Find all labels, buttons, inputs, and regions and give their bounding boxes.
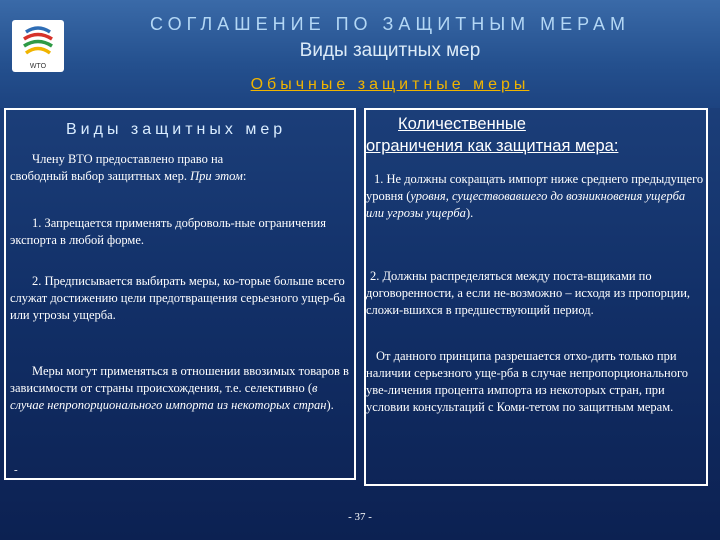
- right-paragraph-2: [366, 268, 706, 319]
- stray-mark: -: [14, 464, 18, 476]
- left-p1-italic: При этом: [190, 169, 243, 183]
- left-p1-line-2: свободный выбор защитных мер.: [10, 169, 191, 183]
- left-p4-text: Меры могут применяться в отношении ввозимых товаров в зависимости от страны происхождения, т.е. селективно (: [10, 364, 349, 395]
- wto-logo: [12, 20, 64, 72]
- left-p1-end: :: [242, 169, 247, 183]
- right-p1-text: 1. Не должны сокращать импорт ниже среднего предыдущего уровня (: [366, 172, 704, 203]
- right-p1-italic: уровня, существовавшего до возникновения ущерба или угрозы ущерба: [366, 189, 686, 220]
- left-paragraph-2: [10, 215, 354, 249]
- right-paragraph-1: [366, 171, 706, 222]
- right-p3-text: От данного принципа разрешается отхо-дить только при наличии серьезного уще-рба в случае непропорционального уве-личения процента импорта из некоторых стран, при условии консультаций с Коми-тетом по защитным мерам.: [366, 349, 689, 414]
- section-heading: Обычные защитные меры: [250, 76, 530, 93]
- left-paragraph-4: [10, 363, 352, 414]
- right-p1-end: ).: [465, 206, 474, 220]
- right-p2-text: 2. Должны распределяться между поста-вщиками по договоренности, а если не-возможно – исходя из пропорции, сложи-вшихся в предшествующий период.: [366, 269, 691, 317]
- left-p4-italic: в случае непропорционального импорта из некоторых стран: [10, 381, 327, 412]
- left-p3-text: 2. Предписывается выбирать меры, ко-торые больше всего служат достижению цели предотвращения серьезного ущер-ба или угрозы ущерба.: [10, 274, 346, 322]
- slide-title: СОГЛАШЕНИЕ ПО ЗАЩИТНЫМ МЕРАМ: [150, 14, 630, 34]
- page-number: - 37 -: [348, 511, 372, 523]
- left-panel-heading: Виды защитных мер: [66, 121, 287, 138]
- left-p2-text: 1. Запрещается применять доброволь-ные ограничения экспорта в любой форме.: [10, 216, 326, 247]
- left-paragraph-1: [10, 151, 354, 185]
- right-paragraph-3: [366, 348, 706, 416]
- left-p4-end: ).: [326, 398, 334, 412]
- slide-subtitle: Виды защитных мер: [299, 40, 481, 61]
- right-heading-line-2: ограничения как защитная мера:: [366, 137, 619, 155]
- left-paragraph-3: [10, 273, 356, 324]
- wto-logo-icon: [12, 20, 64, 64]
- left-p1-line-1: Члену ВТО предоставлено право на: [32, 152, 224, 166]
- right-panel-heading: [364, 113, 708, 157]
- right-heading-line-1: Количественные: [398, 115, 526, 133]
- logo-text: WTO: [29, 63, 47, 70]
